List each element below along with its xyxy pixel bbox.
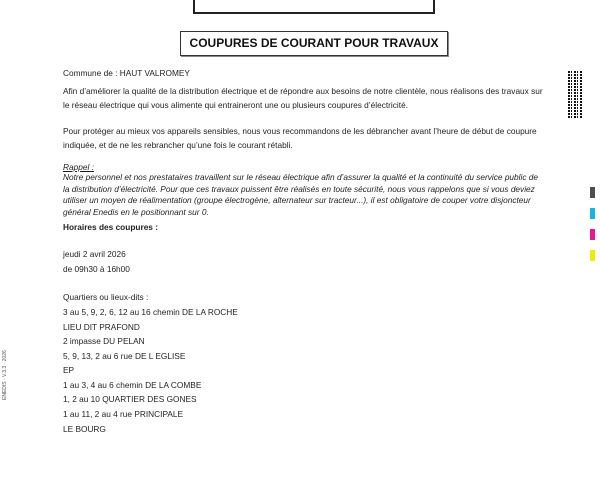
print-mark-black bbox=[590, 187, 595, 198]
print-mark-magenta bbox=[590, 229, 595, 240]
rappel-paragraph: Notre personnel et nos prestataires travaillent sur le réseau électrique afin d’assurer la qualité et la continuité du service public de la distribution d’électricité. Pour que ces travaux puissent être réalisés en toute sécurité, nous vous rappelons que si vous deviez utiliser un moyen de réalimentation (groupe électrogène, alternateur sur tracteur...), il est obligatoire de couper votre disjoncteur général Enedis en le positionnant sur 0. bbox=[63, 172, 539, 217]
rappel-label-text: Rappel : bbox=[63, 162, 94, 172]
print-mark-yellow bbox=[590, 250, 595, 261]
location-item: 3 au 5, 9, 2, 6, 12 au 16 chemin DE LA ROCHE bbox=[63, 307, 238, 317]
side-reference: ENEDIS · V.3.3 · 2026 bbox=[2, 350, 8, 400]
location-item: 1, 2 au 10 QUARTIER DES GONES bbox=[63, 394, 197, 404]
location-item: 1 au 11, 2 au 4 rue PRINCIPALE bbox=[63, 409, 184, 419]
outage-time: de 09h30 à 16h00 bbox=[63, 264, 130, 274]
document-title bbox=[180, 31, 448, 56]
location-item: LE BOURG bbox=[63, 424, 106, 434]
location-item: 5, 9, 13, 2 au 6 rue DE L EGLISE bbox=[63, 351, 186, 361]
quartiers-title: Quartiers ou lieux-dits : bbox=[63, 292, 149, 302]
advice-paragraph: Pour protéger au mieux vos appareils sensibles, nous vous recommandons de les débrancher avant l’heure de début de coupure indiquée, et de ne les rebrancher qu’une fois le courant rétabli. bbox=[63, 126, 537, 150]
qr-code-icon bbox=[568, 70, 583, 118]
commune-line: Commune de : HAUT VALROMEY bbox=[63, 68, 190, 78]
top-banner bbox=[193, 0, 435, 14]
location-item: 1 au 3, 4 au 6 chemin DE LA COMBE bbox=[63, 380, 202, 390]
document-title-text: COUPURES DE COURANT POUR TRAVAUX bbox=[189, 36, 439, 50]
print-mark-cyan bbox=[590, 208, 595, 219]
location-item: 2 impasse DU PELAN bbox=[63, 336, 145, 346]
location-item: EP bbox=[63, 365, 75, 375]
outage-date: jeudi 2 avril 2026 bbox=[63, 249, 126, 259]
intro-paragraph: Afin d’améliorer la qualité de la distribution électrique et de répondre aux besoins de notre clientèle, nous réalisons des travaux sur le réseau électrique qui vous alimente qui entraineront une ou plusieurs coupures d’électricité. bbox=[63, 86, 543, 110]
horaires-title: Horaires des coupures : bbox=[63, 222, 158, 232]
location-item: LIEU DIT PRAFOND bbox=[63, 322, 140, 332]
